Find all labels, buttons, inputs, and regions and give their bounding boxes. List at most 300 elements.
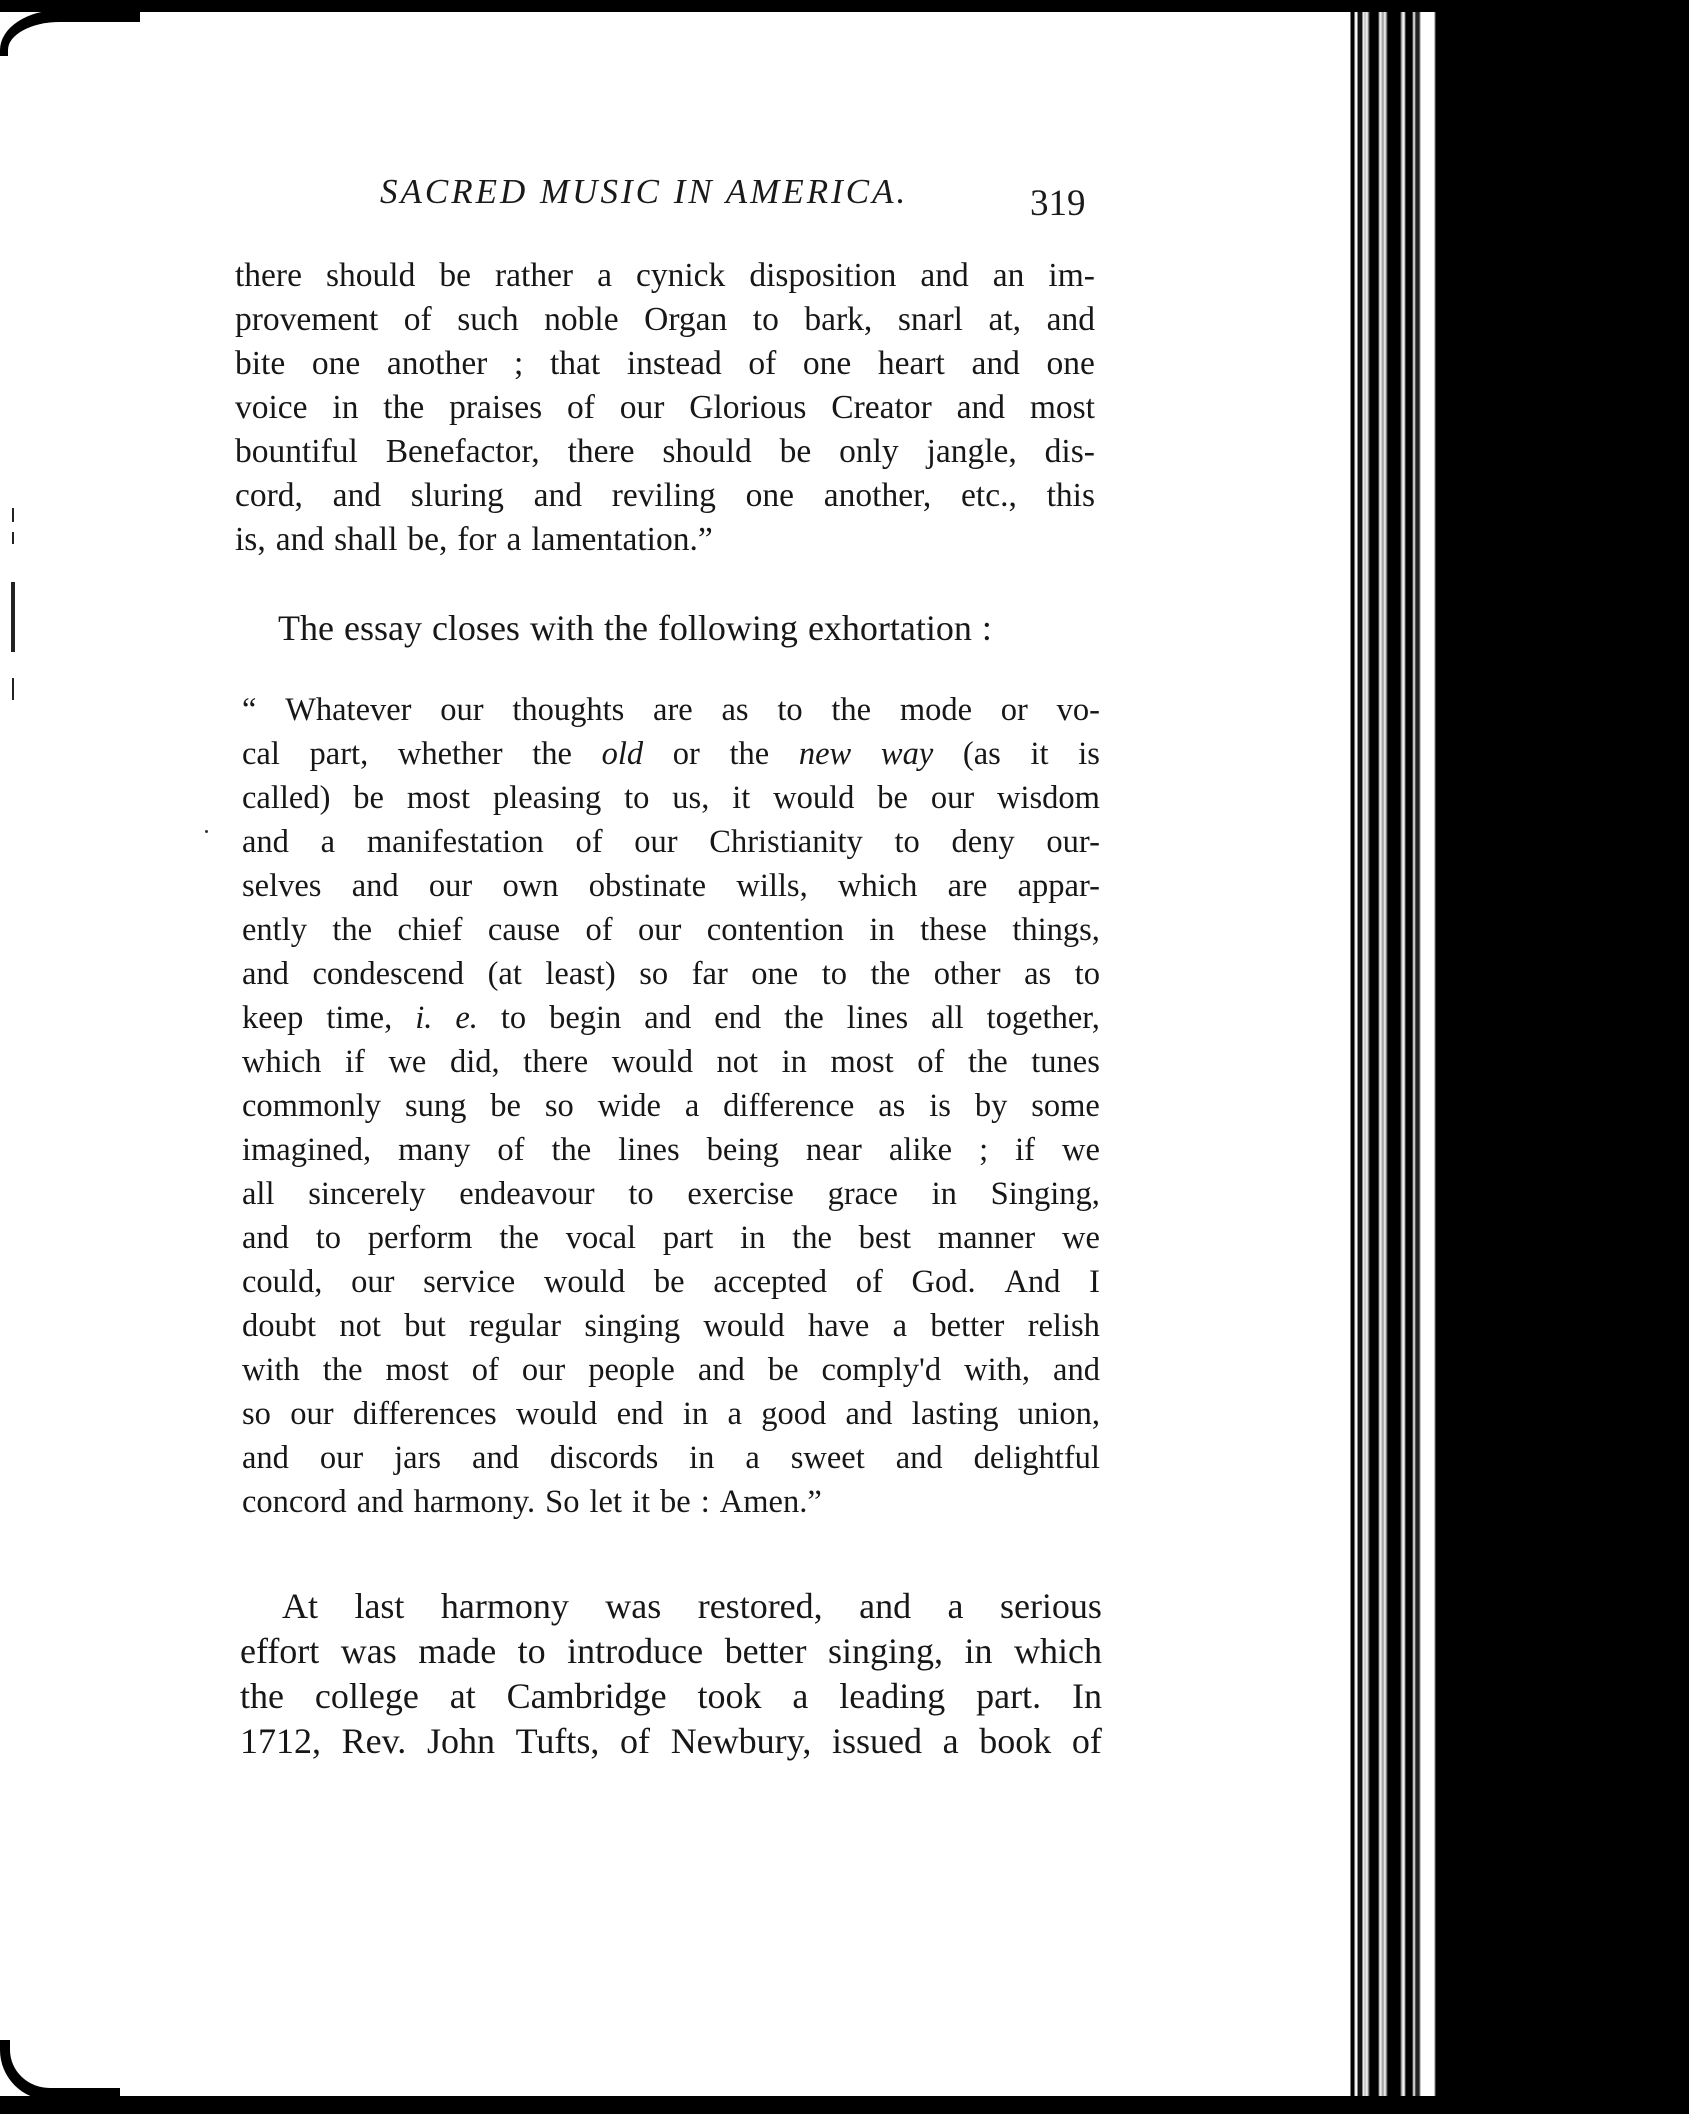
text-line — [242, 1132, 1100, 1169]
word: such — [457, 301, 519, 338]
word: bountiful — [235, 433, 358, 470]
word: relish — [1027, 1308, 1100, 1344]
word: part. — [976, 1676, 1042, 1716]
word: as — [1024, 956, 1052, 992]
word: discords — [549, 1440, 659, 1476]
word: of — [748, 345, 777, 382]
word: all — [242, 1176, 275, 1212]
word: be — [653, 1264, 685, 1300]
word: so — [544, 1088, 574, 1124]
word: heart — [877, 345, 945, 382]
word: introduce — [567, 1631, 704, 1671]
word: be, — [407, 521, 448, 558]
word: the — [551, 1132, 592, 1168]
word: our — [930, 780, 975, 816]
word: i. — [415, 1000, 433, 1036]
word: people — [588, 1352, 675, 1388]
word: so — [242, 1396, 271, 1432]
word: pleasing — [492, 780, 602, 816]
word: and — [332, 477, 382, 514]
word: called) — [242, 780, 331, 816]
text-line — [242, 1484, 1100, 1521]
word: difference — [723, 1088, 855, 1124]
word: keep — [242, 1000, 304, 1036]
word: deny — [951, 824, 1015, 860]
word: but — [404, 1308, 446, 1344]
text-line — [242, 1044, 1100, 1081]
word: e. — [455, 1000, 478, 1036]
word: God. — [911, 1264, 976, 1300]
word: and — [472, 1440, 519, 1476]
word: a — [727, 1396, 742, 1432]
word: of — [566, 389, 595, 426]
word: alike — [888, 1132, 953, 1168]
word: end — [616, 1396, 664, 1432]
word: book — [979, 1721, 1052, 1761]
word: a — [942, 1721, 959, 1761]
word: be — [660, 1484, 691, 1520]
text-line — [235, 521, 1095, 559]
word: our- — [1046, 824, 1100, 860]
word: as — [721, 692, 749, 728]
word: bite — [235, 345, 286, 382]
word: harmony. — [413, 1484, 536, 1520]
text-line — [242, 692, 1100, 729]
stray-mark — [205, 830, 208, 833]
word: to — [500, 1000, 527, 1036]
word: with — [242, 1352, 300, 1388]
word: by — [974, 1088, 1008, 1124]
word: and — [242, 824, 289, 860]
word: be — [877, 780, 908, 816]
scan-top-border — [0, 0, 1689, 12]
word: praises — [449, 389, 543, 426]
word: in — [931, 1176, 957, 1212]
text-line — [242, 1396, 1100, 1433]
word: in — [869, 912, 895, 948]
word: this — [1046, 477, 1095, 514]
word: And — [1004, 1264, 1061, 1300]
running-head: SACRED MUSIC IN AMERICA. — [380, 172, 909, 211]
word: one — [745, 477, 795, 514]
word: : — [981, 608, 992, 648]
word: and — [242, 1440, 289, 1476]
word: Glorious — [689, 389, 807, 426]
word: a — [892, 1308, 908, 1344]
word: would — [611, 1044, 693, 1080]
word: and — [1046, 301, 1095, 338]
word: it — [1030, 736, 1049, 772]
word: sluring — [410, 477, 504, 514]
word: the — [792, 1220, 832, 1256]
text-line — [242, 1264, 1100, 1301]
word: and — [859, 1586, 912, 1626]
word: is — [929, 1088, 951, 1124]
word: and — [895, 1440, 943, 1476]
word: would — [515, 1396, 598, 1432]
word: 1712, — [240, 1721, 321, 1761]
word: old — [601, 736, 644, 772]
word: be — [767, 1352, 799, 1388]
margin-mark — [12, 508, 14, 522]
word: and — [697, 1352, 745, 1388]
word: our — [521, 1352, 566, 1388]
word: Tufts, — [515, 1721, 600, 1761]
word: Cambridge — [506, 1676, 667, 1716]
word: cause — [487, 912, 561, 948]
word: concord — [242, 1484, 347, 1520]
word: So — [545, 1484, 580, 1520]
margin-mark — [11, 582, 15, 652]
word: which — [1013, 1631, 1102, 1671]
word: in — [781, 1044, 807, 1080]
word: be — [779, 433, 812, 470]
text-line — [242, 956, 1100, 993]
word: voice — [235, 389, 308, 426]
word: vo- — [1056, 692, 1100, 728]
word: obstinate — [588, 868, 707, 904]
word: In — [1071, 1676, 1102, 1716]
word: lamentation.” — [531, 521, 713, 558]
word: only — [839, 433, 899, 470]
text-line — [242, 912, 1100, 949]
word: another, — [823, 477, 932, 514]
text-line — [242, 736, 1100, 773]
word: ; — [513, 345, 524, 382]
word: condescend — [312, 956, 465, 992]
word: our — [619, 389, 665, 426]
word: are — [947, 868, 988, 904]
word: “ — [242, 692, 257, 728]
word: one — [802, 345, 852, 382]
word: us, — [672, 780, 710, 816]
word: the — [729, 736, 770, 772]
word: singing — [584, 1308, 681, 1344]
word: end — [714, 1000, 762, 1036]
word: our — [319, 1440, 364, 1476]
word: far — [691, 956, 728, 992]
word: should — [325, 257, 416, 294]
word: be — [490, 1088, 521, 1124]
word: Singing, — [990, 1176, 1100, 1212]
text-line — [278, 607, 1002, 649]
word: most — [406, 780, 471, 816]
word: many — [398, 1132, 471, 1168]
word: in — [682, 1396, 709, 1432]
word: Rev. — [341, 1721, 407, 1761]
word: so — [639, 956, 669, 992]
word: another — [386, 345, 488, 382]
word: Christianity — [709, 824, 863, 860]
word: should — [662, 433, 752, 470]
word: grace — [827, 1176, 898, 1212]
word: union, — [1017, 1396, 1100, 1432]
text-line — [235, 301, 1095, 339]
word: to — [752, 301, 779, 338]
word: to — [624, 780, 650, 816]
word: Whatever — [285, 692, 412, 728]
word: of — [917, 1044, 945, 1080]
word: of — [403, 301, 432, 338]
word: jangle, — [926, 433, 1017, 470]
word: perform — [367, 1220, 473, 1256]
word: the — [332, 912, 373, 948]
word: of — [620, 1721, 651, 1761]
word: Amen.” — [719, 1484, 822, 1520]
word: of — [471, 1352, 499, 1388]
word: things, — [1012, 912, 1100, 948]
word: to — [315, 1220, 341, 1256]
word: some — [1031, 1088, 1100, 1124]
word: better — [930, 1308, 1005, 1344]
word: and — [242, 1220, 289, 1256]
word: and — [242, 956, 289, 992]
word: differences — [352, 1396, 497, 1432]
word: there — [235, 257, 302, 294]
word: made — [418, 1631, 497, 1671]
word: issued — [831, 1721, 922, 1761]
word: most — [1029, 389, 1095, 426]
text-line — [235, 257, 1095, 295]
word: there — [523, 1044, 589, 1080]
word: singing, — [828, 1631, 944, 1671]
word: jars — [394, 1440, 442, 1476]
text-line — [242, 1440, 1100, 1477]
word: vocal — [565, 1220, 637, 1256]
word: chief — [397, 912, 463, 948]
word: following — [657, 608, 798, 648]
word: (at — [487, 956, 522, 992]
word: with — [529, 608, 594, 648]
word: if — [345, 1044, 365, 1080]
word: and — [351, 868, 399, 904]
text-line — [242, 1308, 1100, 1345]
word: these — [920, 912, 987, 948]
word: way — [880, 736, 934, 772]
word: cord, — [235, 477, 303, 514]
word: did, — [449, 1044, 500, 1080]
word: closes — [431, 608, 520, 648]
word: an — [992, 257, 1025, 294]
word: would — [543, 1264, 626, 1300]
word: commonly — [242, 1088, 382, 1124]
word: in — [964, 1631, 993, 1671]
word: time, — [326, 1000, 393, 1036]
word: most — [830, 1044, 894, 1080]
word: the — [383, 389, 425, 426]
margin-mark — [12, 532, 14, 544]
word: regular — [469, 1308, 562, 1344]
word: it — [631, 1484, 651, 1520]
word: our — [638, 912, 682, 948]
word: could, — [242, 1264, 323, 1300]
word: most — [385, 1352, 449, 1388]
word: with, — [964, 1352, 1031, 1388]
word: the — [532, 736, 572, 772]
word: near — [805, 1132, 862, 1168]
word: which — [837, 868, 918, 904]
word: etc., — [961, 477, 1017, 514]
word: or — [1000, 692, 1028, 728]
word: our — [440, 692, 484, 728]
word: our — [351, 1264, 395, 1300]
word: to — [628, 1176, 654, 1212]
text-line — [242, 1352, 1100, 1389]
word: college — [314, 1676, 419, 1716]
margin-mark — [12, 678, 14, 700]
word: own — [502, 868, 559, 904]
word: sweet — [790, 1440, 865, 1476]
word: the — [603, 608, 648, 648]
word: part, — [309, 736, 369, 772]
word: be — [439, 257, 471, 294]
word: are — [653, 692, 693, 728]
word: as — [878, 1088, 906, 1124]
word: we — [1062, 1220, 1100, 1256]
word: begin — [549, 1000, 622, 1036]
word: good — [761, 1396, 827, 1432]
word: let — [589, 1484, 622, 1520]
word: I — [1089, 1264, 1100, 1300]
text-line — [240, 1675, 1102, 1717]
word: the — [499, 1220, 539, 1256]
word: to — [894, 824, 920, 860]
word: new — [798, 736, 852, 772]
word: our — [290, 1396, 334, 1432]
word: a — [320, 824, 336, 860]
word: last — [354, 1586, 405, 1626]
word: mode — [899, 692, 973, 728]
word: the — [784, 1000, 824, 1036]
word: in — [689, 1440, 715, 1476]
word: all — [931, 1000, 964, 1036]
word: : — [700, 1484, 710, 1520]
word: one — [751, 956, 799, 992]
word: whether — [397, 736, 503, 772]
word: in — [740, 1220, 766, 1256]
word: was — [340, 1631, 397, 1671]
text-line — [235, 345, 1095, 383]
word: part — [662, 1220, 714, 1256]
word: have — [807, 1308, 870, 1344]
word: the — [870, 956, 911, 992]
word: of — [585, 912, 613, 948]
word: and — [1053, 1352, 1100, 1388]
word: contention — [706, 912, 844, 948]
word: be — [353, 780, 384, 816]
word: endeavour — [459, 1176, 595, 1212]
word: serious — [999, 1586, 1102, 1626]
word: to — [1074, 956, 1100, 992]
word: the — [831, 692, 872, 728]
word: snarl — [897, 301, 963, 338]
word: shall — [334, 521, 398, 558]
word: exhortation — [807, 608, 972, 648]
word: our — [634, 824, 678, 860]
text-line — [242, 1176, 1100, 1213]
word: in — [332, 389, 359, 426]
word: at — [449, 1676, 476, 1716]
word: lines — [618, 1132, 680, 1168]
word: best — [858, 1220, 912, 1256]
word: cal — [242, 736, 280, 772]
word: reviling — [611, 477, 716, 514]
word: bark, — [804, 301, 873, 338]
word: selves — [242, 868, 322, 904]
word: for — [457, 521, 497, 558]
scan-bottom-border — [0, 2096, 1689, 2114]
text-line — [240, 1630, 1102, 1672]
word: one — [1046, 345, 1095, 382]
word: would — [703, 1308, 785, 1344]
word: took — [697, 1676, 762, 1716]
word: wills, — [736, 868, 808, 904]
word: and — [956, 389, 1005, 426]
word: At — [282, 1586, 318, 1626]
word: one — [311, 345, 361, 382]
word: the — [240, 1676, 284, 1716]
word: to — [821, 956, 848, 992]
text-line — [242, 1000, 1100, 1037]
word: wisdom — [997, 780, 1100, 816]
word: together, — [986, 1000, 1100, 1036]
word: (as — [962, 736, 1001, 772]
word: im- — [1048, 257, 1095, 294]
text-line — [242, 1088, 1100, 1125]
page-number: 319 — [1030, 183, 1086, 224]
word: better — [724, 1631, 807, 1671]
word: effort — [240, 1631, 320, 1671]
word: lines — [846, 1000, 909, 1036]
text-line — [235, 477, 1095, 515]
text-line — [242, 780, 1100, 817]
word: doubt — [242, 1308, 317, 1344]
word: John — [426, 1721, 495, 1761]
word: wide — [597, 1088, 661, 1124]
text-line — [242, 868, 1100, 905]
word: instead — [626, 345, 722, 382]
word: ; — [979, 1132, 989, 1168]
word: to — [517, 1631, 546, 1671]
word: we — [1062, 1132, 1100, 1168]
word: to — [777, 692, 803, 728]
text-line — [242, 1220, 1100, 1257]
word: the — [322, 1352, 363, 1388]
scan-page-curl-bottom — [0, 2040, 120, 2100]
word: restored, — [697, 1586, 823, 1626]
word: not — [339, 1308, 381, 1344]
word: Creator — [831, 389, 932, 426]
word: a — [684, 1088, 700, 1124]
word: and — [971, 345, 1020, 382]
text-line — [235, 433, 1095, 471]
word: cynick — [636, 257, 726, 294]
word: and — [356, 1484, 404, 1520]
word: The — [278, 608, 334, 648]
text-line — [282, 1585, 1102, 1627]
word: is, — [235, 521, 266, 558]
word: accepted — [713, 1264, 827, 1300]
word: a — [506, 521, 522, 558]
word: is — [1078, 736, 1100, 772]
word: harmony — [440, 1586, 569, 1626]
word: at, — [988, 301, 1022, 338]
word: not — [716, 1044, 759, 1080]
word: and — [845, 1396, 893, 1432]
word: which — [242, 1044, 322, 1080]
word: provement — [235, 301, 379, 338]
word: sung — [404, 1088, 467, 1124]
